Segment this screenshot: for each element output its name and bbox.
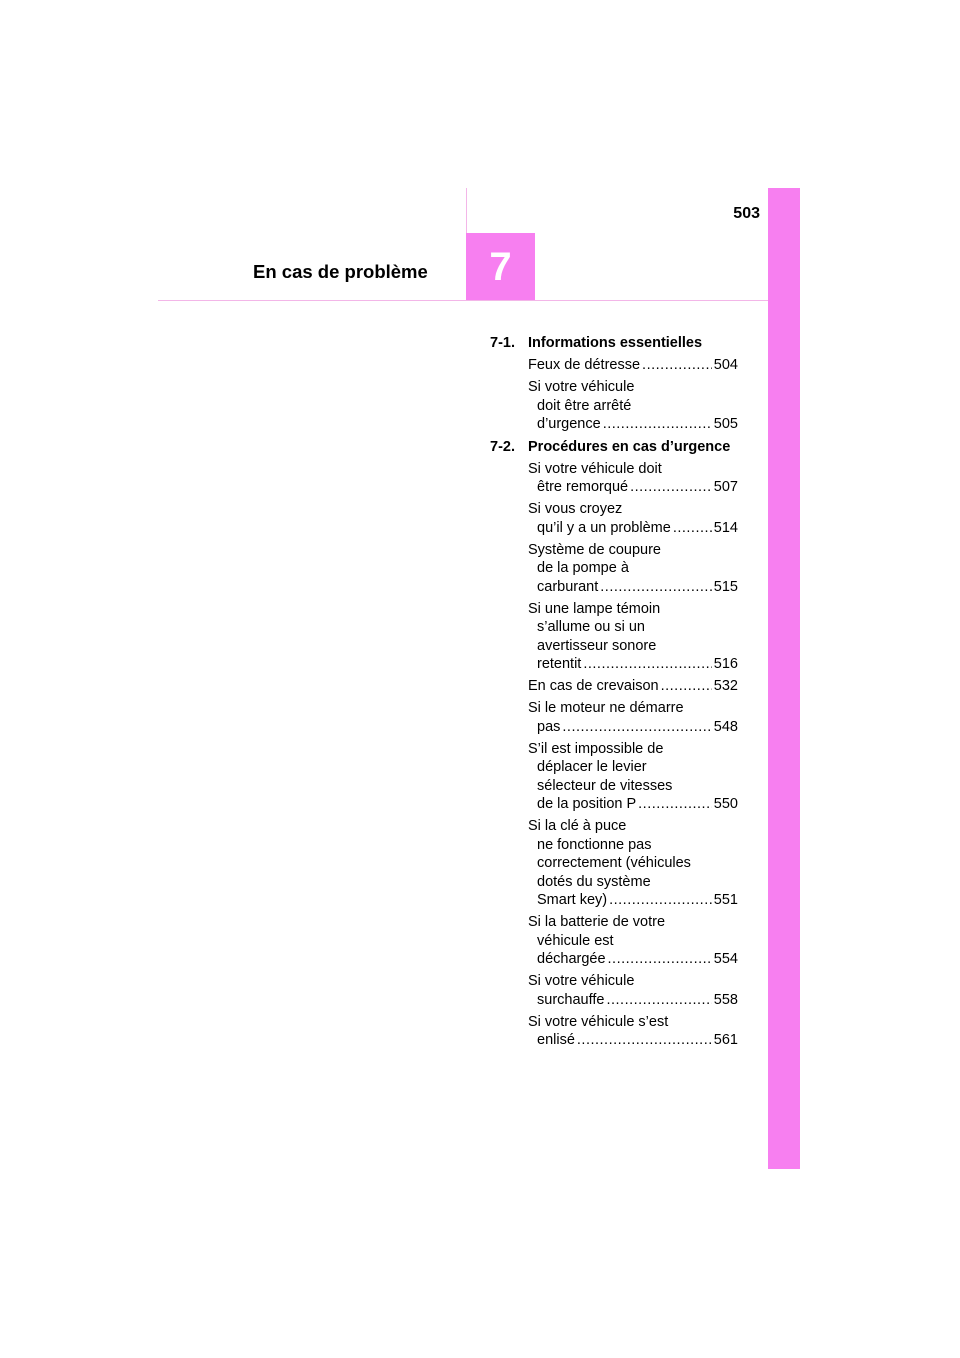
toc-page-number[interactable]: 504 xyxy=(713,357,738,373)
toc-entry-text: Si votre véhicule s’est xyxy=(528,1013,669,1030)
toc-page-number[interactable]: 507 xyxy=(713,479,738,495)
toc-entry[interactable] xyxy=(528,817,738,910)
dot-leader xyxy=(642,356,712,375)
toc-section-heading xyxy=(490,438,750,457)
toc-entry-text: pas xyxy=(537,718,561,735)
toc-entry-text: enlisé xyxy=(537,1032,575,1048)
toc-entry-text: d’urgence xyxy=(537,416,601,432)
toc-entry[interactable] xyxy=(528,913,738,969)
toc-page-number[interactable]: 554 xyxy=(713,951,738,967)
toc-entry-text: avertisseur sonore xyxy=(537,637,657,654)
toc-page-number[interactable]: 505 xyxy=(713,416,738,432)
toc-entry-last-line xyxy=(528,718,738,737)
toc-entry-text: Si votre véhicule xyxy=(528,973,635,989)
toc-entry[interactable] xyxy=(528,1013,738,1050)
toc-entry[interactable] xyxy=(528,699,738,736)
toc-entry-last-line xyxy=(528,795,738,814)
toc-entry-text: doit être arrêté xyxy=(537,397,632,414)
toc-entry-text: Si votre véhicule xyxy=(528,379,635,395)
toc-entry[interactable] xyxy=(528,500,738,537)
toc-entry-last-line xyxy=(528,655,738,674)
section-number: 7-2. xyxy=(490,438,515,455)
header-vertical-rule xyxy=(466,188,467,234)
toc-entry-text: Smart key) xyxy=(537,892,608,908)
chapter-title: En cas de problème xyxy=(253,261,428,282)
toc-entry[interactable] xyxy=(528,600,738,674)
dot-leader xyxy=(603,415,712,434)
header-rule xyxy=(158,300,768,301)
toc-entry-text: retentit xyxy=(537,656,582,672)
toc-entry-text: S’il est impossible de xyxy=(528,740,664,757)
toc-entry[interactable] xyxy=(528,378,738,434)
toc-entry-text: correctement (véhicules xyxy=(537,855,691,871)
section-title: Informations essentielles xyxy=(528,335,703,351)
dot-leader xyxy=(600,578,712,597)
toc-entry-text: véhicule est xyxy=(537,932,614,949)
toc-entry-text: Feux de détresse xyxy=(528,357,641,373)
chapter-number-box: 7 xyxy=(466,233,535,301)
toc-entry-text: Si une lampe témoin xyxy=(528,600,661,617)
toc-page-number[interactable]: 558 xyxy=(713,991,738,1008)
toc-page-number[interactable]: 551 xyxy=(713,892,738,908)
toc-entry-text: dotés du système xyxy=(537,873,651,890)
toc-page-number[interactable]: 532 xyxy=(713,678,738,694)
dot-leader xyxy=(608,950,712,969)
toc-entry[interactable] xyxy=(528,541,738,597)
toc-entry-text: Si vous croyez xyxy=(528,501,623,517)
toc-page-number[interactable]: 514 xyxy=(713,519,738,536)
toc-entry-text: Si la clé à puce xyxy=(528,818,627,834)
section-number: 7-1. xyxy=(490,335,515,351)
toc-entry-text: déchargée xyxy=(537,951,606,967)
toc-entry-last-line xyxy=(528,1031,738,1050)
toc-entry-text: Si le moteur ne démarre xyxy=(528,700,684,716)
dot-leader xyxy=(638,795,712,814)
toc-entry[interactable] xyxy=(528,460,738,497)
toc-entry-last-line xyxy=(528,677,738,696)
toc-entry-text: sélecteur de vitesses xyxy=(537,777,673,794)
toc-page-number[interactable]: 516 xyxy=(713,656,738,672)
toc-entry-text: de la position P xyxy=(537,796,637,812)
dot-leader xyxy=(609,891,712,910)
toc-entry-text: de la pompe à xyxy=(537,560,629,576)
section-title: Procédures en cas d’urgence xyxy=(528,438,731,455)
toc-entry-text: qu’il y a un problème xyxy=(537,519,671,536)
dot-leader xyxy=(583,655,711,674)
toc-entry-text: déplacer le levier xyxy=(537,759,647,775)
toc-entry-last-line xyxy=(528,991,738,1010)
toc-entry-text: Si la batterie de votre xyxy=(528,914,666,930)
toc-entry-text: Système de coupure xyxy=(528,541,661,558)
toc-entry-text: être remorqué xyxy=(537,479,629,495)
toc-entry-last-line xyxy=(528,415,738,434)
dot-leader xyxy=(577,1031,712,1050)
toc-entry-text: s’allume ou si un xyxy=(537,619,645,635)
toc-section-heading xyxy=(490,334,750,353)
dot-leader xyxy=(606,991,711,1010)
table-of-contents xyxy=(490,334,750,1050)
toc-entry[interactable] xyxy=(528,356,738,375)
toc-entry-text: En cas de crevaison xyxy=(528,678,659,694)
dot-leader xyxy=(673,519,712,538)
toc-entry[interactable] xyxy=(528,740,738,814)
toc-entry-text: Si votre véhicule doit xyxy=(528,460,662,477)
toc-page-number[interactable]: 515 xyxy=(713,578,738,595)
toc-entry-last-line xyxy=(528,891,738,910)
chapter-side-tab xyxy=(768,188,800,1169)
dot-leader xyxy=(630,478,712,497)
toc-entry-text: carburant xyxy=(537,578,599,595)
dot-leader xyxy=(661,677,712,696)
toc-entry-last-line xyxy=(528,950,738,969)
toc-entry-last-line xyxy=(528,578,738,597)
page-number: 503 xyxy=(733,205,760,222)
toc-page-number[interactable]: 548 xyxy=(713,718,738,735)
toc-entry[interactable] xyxy=(528,677,738,696)
toc-entry-last-line xyxy=(528,356,738,375)
toc-page-number[interactable]: 561 xyxy=(713,1032,738,1048)
toc-entry-text: surchauffe xyxy=(537,991,605,1008)
toc-page-number[interactable]: 550 xyxy=(713,796,738,812)
toc-entry-last-line xyxy=(528,519,738,538)
dot-leader xyxy=(562,718,711,737)
toc-entry[interactable] xyxy=(528,972,738,1009)
toc-entry-text: ne fonctionne pas xyxy=(537,836,652,853)
toc-entry-last-line xyxy=(528,478,738,497)
